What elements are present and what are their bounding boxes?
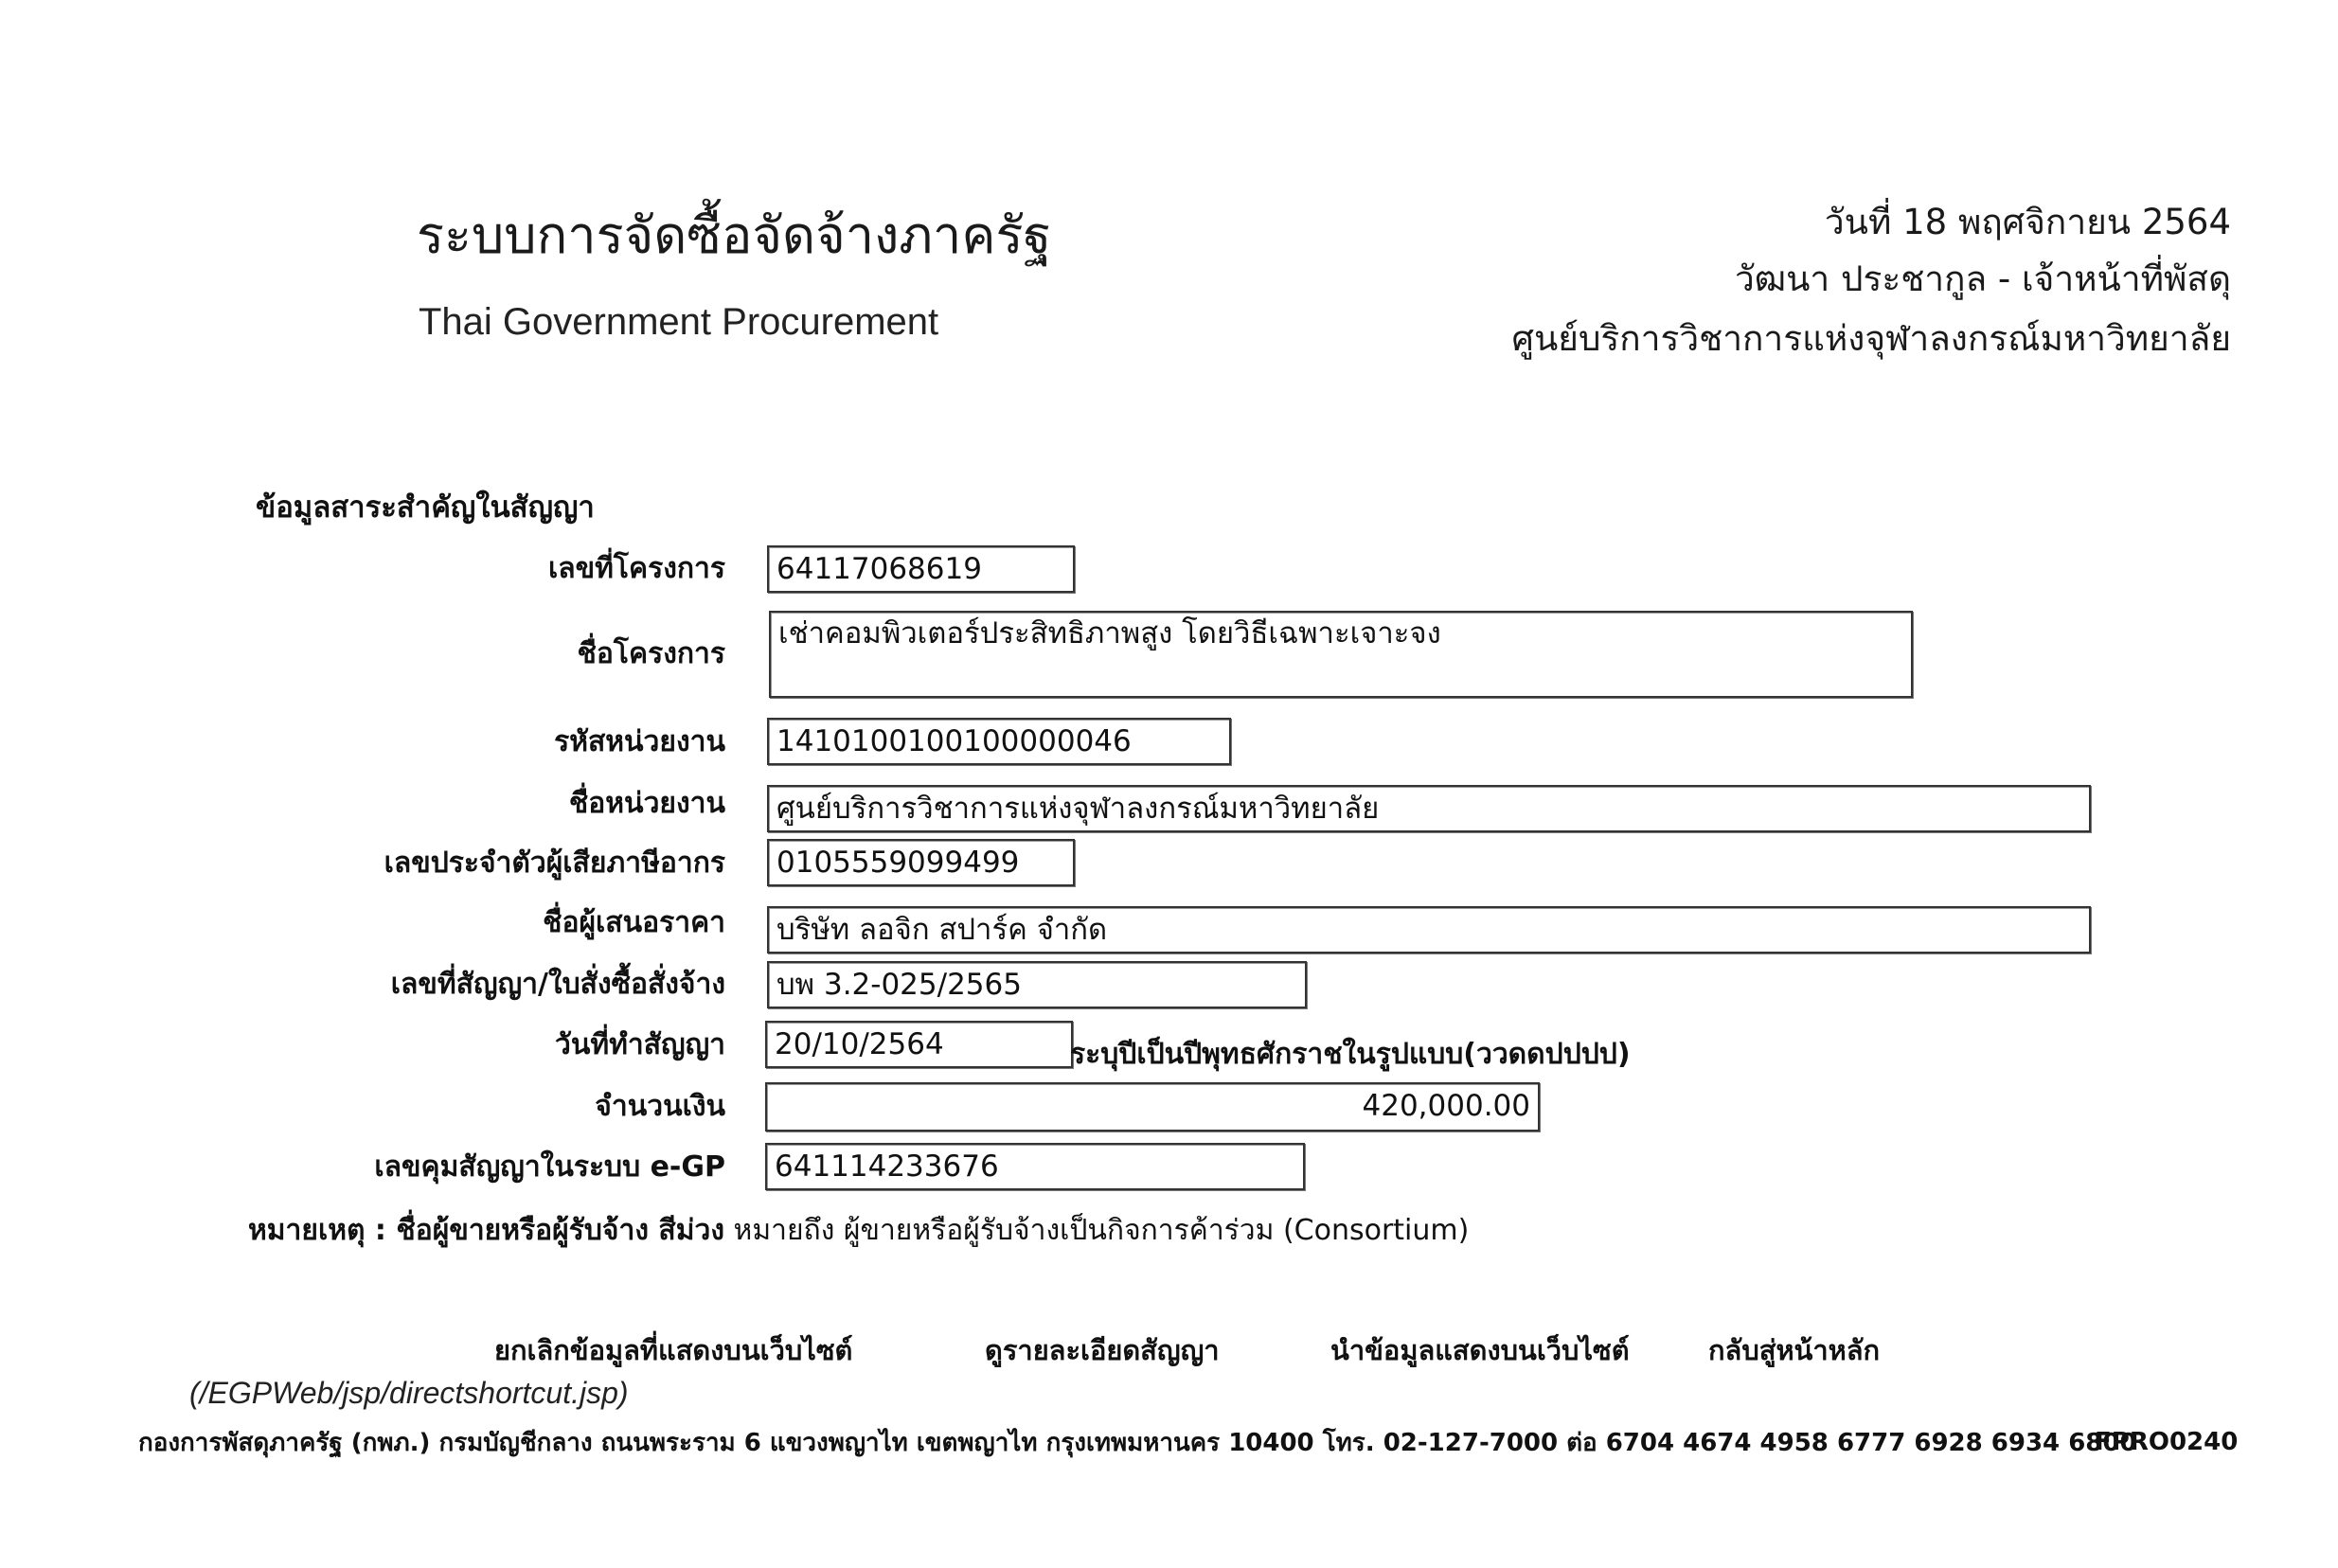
contract-number-field[interactable]: บพ 3.2-025/2565 <box>767 961 1307 1008</box>
tax-id-label: เลขประจำตัวผู้เสียภาษีอากร <box>384 846 725 880</box>
consortium-remark <box>248 1208 1469 1253</box>
user-name: วัฒนา ประชากูล - เจ้าหน้าที่พัสดุ <box>1734 258 2231 299</box>
remark-suffix: หมายถึง ผู้ขายหรือผู้รับจ้างเป็นกิจการค้าร่วม (Consortium) <box>724 1214 1470 1247</box>
bidder-name-label: ชื่อผู้เสนอราคา <box>543 906 725 939</box>
contract-date-hint: ระบุปีเป็นปีพุทธศักราชในรูปแบบ(ววดดปปปป) <box>1070 1038 1631 1071</box>
bidder-name-field[interactable]: บริษัท ลอจิก สปาร์ค จำกัด <box>767 906 2091 953</box>
view-contract-link[interactable]: ดูรายละเอียดสัญญา <box>985 1334 1220 1366</box>
contract-number-label: เลขที่สัญญา/ใบสั่งซื้อสั่งจ้าง <box>390 968 725 1001</box>
amount-field[interactable]: 420,000.00 <box>765 1082 1540 1131</box>
amount-label: จำนวนเงิน <box>595 1090 725 1123</box>
publish-link[interactable]: นำข้อมูลแสดงบนเว็บไซต์ <box>1330 1334 1630 1366</box>
footer-address: กองการพัสดุภาครัฐ (กพภ.) กรมบัญชีกลาง ถนนพระราม 6 แขวงพญาไท เขตพญาไท กรุงเทพมหานคร 10400 โทร. 02-127-7000 ต่อ 6704 4674 4958 6777 6928 6934 6800 <box>138 1429 2137 1457</box>
agency-code-field[interactable]: 1410100100100000046 <box>767 718 1231 765</box>
remark-prefix: หมายเหตุ : ชื่อผู้ขายหรือผู้รับจ้าง <box>248 1214 659 1247</box>
agency-code-label: รหัสหน่วยงาน <box>554 725 725 758</box>
contract-date-field[interactable]: 20/10/2564 <box>765 1021 1073 1068</box>
cancel-display-link[interactable]: ยกเลิกข้อมูลที่แสดงบนเว็บไซต์ <box>494 1334 853 1366</box>
egp-control-number-field[interactable]: 641114233676 <box>765 1143 1305 1190</box>
remark-highlight: สีม่วง <box>658 1214 725 1247</box>
egp-control-number-label: เลขคุมสัญญาในระบบ e-GP <box>374 1150 725 1184</box>
tax-id-field[interactable]: 0105559099499 <box>767 839 1075 886</box>
agency-name-field[interactable]: ศูนย์บริการวิชาการแห่งจุฬาลงกรณ์มหาวิทยาลัย <box>767 785 2091 832</box>
contract-date-label: วันที่ทำสัญญา <box>554 1028 725 1061</box>
project-number-field[interactable]: 64117068619 <box>767 545 1075 593</box>
current-date: วันที่ 18 พฤศจิกายน 2564 <box>1824 202 2231 242</box>
home-link[interactable]: กลับสู่หน้าหลัก <box>1708 1334 1881 1366</box>
project-number-label: เลขที่โครงการ <box>548 552 725 585</box>
project-name-label: ชื่อโครงการ <box>577 637 725 670</box>
page-url: (/EGPWeb/jsp/directshortcut.jsp) <box>189 1376 629 1410</box>
system-title-english: Thai Government Procurement <box>419 301 939 343</box>
system-title-thai: ระบบการจัดซื้อจัดจ้างภาครัฐ <box>417 205 1052 265</box>
agency-name-label: ชื่อหน่วยงาน <box>568 787 725 820</box>
page-code: FPRO0240 <box>2095 1428 2239 1456</box>
user-organization: ศูนย์บริการวิชาการแห่งจุฬาลงกรณ์มหาวิทยาลัย <box>1511 318 2231 359</box>
project-name-field[interactable]: เช่าคอมพิวเตอร์ประสิทธิภาพสูง โดยวิธีเฉพาะเจาะจง <box>769 611 1913 698</box>
section-title: ข้อมูลสาระสำคัญในสัญญา <box>256 490 595 525</box>
